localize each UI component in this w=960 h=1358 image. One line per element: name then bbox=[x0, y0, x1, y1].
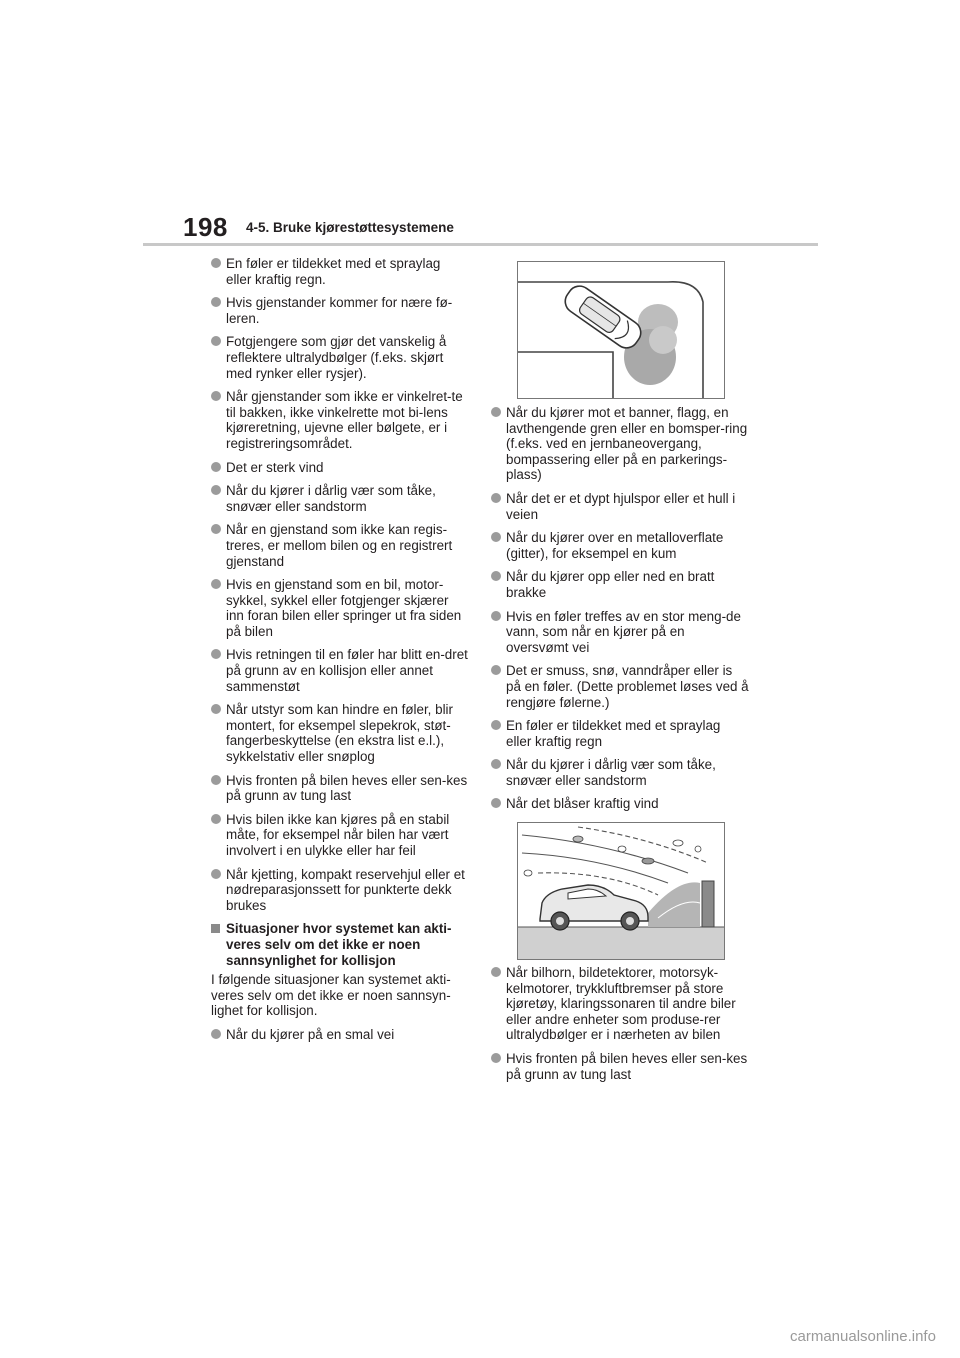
list-item bbox=[211, 256, 469, 287]
bullet-icon bbox=[491, 532, 501, 542]
list-item bbox=[491, 491, 749, 522]
list-item bbox=[211, 295, 469, 326]
bullet-icon bbox=[491, 720, 501, 730]
list-item bbox=[491, 965, 753, 1043]
square-bullet-icon bbox=[211, 924, 220, 933]
bullet-icon bbox=[211, 579, 221, 589]
bullet-icon bbox=[491, 759, 501, 769]
bullet-icon bbox=[211, 297, 221, 307]
bullet-icon bbox=[491, 407, 501, 417]
list-item-text: Hvis fronten på bilen heves eller sen-kes på grunn av tung last bbox=[226, 772, 468, 804]
list-item-text: Når kjetting, kompakt reservehjul eller et nødreparasjonssett for punkterte dekk brukes bbox=[226, 866, 465, 913]
bullet-icon bbox=[211, 258, 221, 268]
list-item bbox=[211, 522, 469, 569]
list-item-text: Hvis en gjenstand som en bil, motor-sykkel, sykkel eller fotgjenger skjærer inn foran bilen eller springer ut fra siden på bilen bbox=[226, 577, 462, 639]
list-item-text: Når du kjører i dårlig vær som tåke, snøvær eller sandstorm bbox=[506, 757, 716, 788]
bullet-icon bbox=[491, 967, 501, 977]
list-item bbox=[491, 530, 749, 561]
list-item bbox=[211, 460, 469, 476]
list-item-text: Hvis bilen ikke kan kjøres på en stabil måte, for eksempel når bilen har vært involvert i en ulykke eller har feil bbox=[226, 811, 450, 858]
list-item bbox=[491, 1051, 753, 1082]
list-item-text: Når du kjører mot et banner, flagg, en lavthengende gren eller en bomsper-ring (f.eks. ved en jernbaneovergang, bompassering eller på en parkerings-plass) bbox=[506, 405, 748, 483]
list-item-text: Når det blåser kraftig vind bbox=[506, 796, 659, 812]
bullet-icon bbox=[491, 798, 501, 808]
list-item bbox=[491, 663, 749, 710]
list-item-text: Når du kjører opp eller ned en bratt brakke bbox=[506, 569, 715, 600]
bullet-icon bbox=[211, 485, 221, 495]
section-title: 4-5. Bruke kjørestøttesystemene bbox=[246, 220, 454, 235]
bullet-icon bbox=[211, 391, 221, 401]
list-item bbox=[491, 718, 749, 749]
bullet-list bbox=[491, 965, 753, 1082]
list-item-text: Det er sterk vind bbox=[226, 459, 324, 475]
list-item bbox=[491, 757, 749, 788]
intro-paragraph: I følgende situasjoner kan systemet akti-veres selv om det ikke er noen sannsyn-lighet for kollisjon. bbox=[211, 972, 451, 1019]
list-item-text: Når bilhorn, bildetektorer, motorsyk-kelmotorer, trykkluftbremser på store kjøretøy, klaringssonaren til andre biler eller andre enheter som produse-rer ultralydbølger er i nærheten av bilen bbox=[506, 965, 736, 1043]
bullet-icon bbox=[491, 665, 501, 675]
list-item bbox=[211, 773, 469, 804]
left-column bbox=[211, 256, 469, 1051]
bullet-icon bbox=[491, 493, 501, 503]
section-heading-text: Situasjoner hvor systemet kan akti-veres selv om det ikke er noen sannsynlighet for kollisjon bbox=[226, 921, 452, 968]
list-item bbox=[491, 796, 749, 812]
list-item-text: Hvis retningen til en føler har blitt en-dret på grunn av en kollisjon eller annet sammenstøt bbox=[226, 647, 468, 694]
list-item-text: Hvis en føler treffes av en stor meng-de vann, som når en kjører på en oversvømt vei bbox=[506, 608, 741, 655]
bullet-icon bbox=[211, 336, 221, 346]
list-item-text: Fotgjengere som gjør det vanskelig å reflektere ultralydbølger (f.eks. skjørt med rynker eller rysjer). bbox=[226, 334, 447, 381]
header-divider bbox=[143, 243, 818, 246]
bullet-icon bbox=[211, 524, 221, 534]
list-item bbox=[491, 609, 749, 656]
list-item-text: Når en gjenstand som ikke kan regis-treres, er mellom bilen og en registrert gjenstand bbox=[226, 522, 453, 569]
list-item bbox=[211, 1027, 469, 1043]
list-item-text: Når utstyr som kan hindre en føler, blir montert, for eksempel slepekrok, støt-fangerbeskyttelse (en ekstra list e.l.), sykkelstativ eller snøplog bbox=[226, 702, 453, 765]
list-item-text: Når du kjører over en metalloverflate (gitter), for eksempel en kum bbox=[506, 530, 724, 561]
right-column bbox=[491, 405, 749, 820]
list-item bbox=[211, 483, 469, 514]
bullet-icon bbox=[491, 571, 501, 581]
list-item bbox=[211, 647, 469, 694]
bullet-list bbox=[211, 1027, 469, 1043]
list-item bbox=[211, 577, 469, 639]
list-item-text: Hvis gjenstander kommer for nære fø-leren. bbox=[226, 295, 453, 326]
bullet-icon bbox=[211, 704, 221, 714]
list-item-text: Når du kjører på en smal vei bbox=[226, 1026, 395, 1042]
bullet-icon bbox=[211, 462, 221, 472]
bullet-icon bbox=[211, 869, 221, 879]
bullet-icon bbox=[211, 1029, 221, 1039]
bullet-icon bbox=[211, 775, 221, 785]
watermark: carmanualsonline.info bbox=[790, 1328, 936, 1345]
bullet-list bbox=[491, 405, 749, 812]
section-heading bbox=[211, 921, 469, 968]
list-item-text: Det er smuss, snø, vanndråper eller is på en føler. (Dette problemet løses ved å rengjøre følerne.) bbox=[506, 663, 749, 710]
narrow-road-illustration bbox=[517, 261, 725, 399]
list-item bbox=[491, 405, 749, 483]
list-item bbox=[491, 569, 749, 600]
list-item bbox=[211, 702, 469, 764]
list-item bbox=[211, 812, 469, 859]
page-number: 198 bbox=[183, 212, 228, 242]
list-item bbox=[211, 867, 469, 914]
right-column-lower bbox=[491, 965, 753, 1090]
bullet-icon bbox=[491, 611, 501, 621]
list-item bbox=[211, 389, 469, 451]
list-item bbox=[211, 334, 469, 381]
list-item-text: En føler er tildekket med et spraylag eller kraftig regn bbox=[506, 718, 721, 749]
strong-wind-illustration bbox=[517, 822, 725, 960]
list-item-text: Når du kjører i dårlig vær som tåke, snøvær eller sandstorm bbox=[226, 483, 436, 514]
bullet-icon bbox=[211, 814, 221, 824]
list-item-text: Hvis fronten på bilen heves eller sen-kes på grunn av tung last bbox=[506, 1050, 748, 1082]
bullet-icon bbox=[491, 1053, 501, 1063]
list-item-text: Når det er et dypt hjulspor eller et hull i veien bbox=[506, 490, 736, 522]
bullet-icon bbox=[211, 649, 221, 659]
list-item-text: En føler er tildekket med et spraylag eller kraftig regn. bbox=[226, 256, 441, 287]
list-item-text: Når gjenstander som ikke er vinkelret-te til bakken, ikke vinkelrette mot bi-lens kjøreretning, ujevne eller bølgete, er i registreringsområdet. bbox=[226, 389, 463, 451]
bullet-list bbox=[211, 256, 469, 913]
